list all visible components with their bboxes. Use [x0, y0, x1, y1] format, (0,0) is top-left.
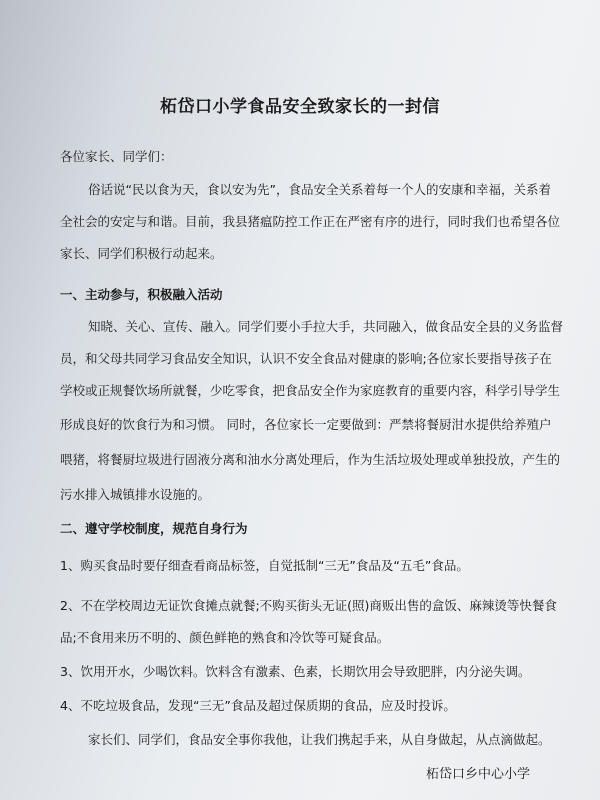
- section2-item-1: 1、购买食品时要仔细查看商品标签，自觉抵制“三无”食品及“五毛”食品。: [60, 558, 469, 573]
- section2-item-4: 4、不吃垃圾食品，发现“三无”食品及超过保质期的食品，应及时投诉。: [60, 698, 456, 713]
- section1-line: 污水排入城镇排水设施的。: [60, 487, 211, 502]
- closing-line: 家长们、同学们，食品安全事你我他，让我们携起手来，从自身做起，从点滴做起。: [88, 732, 551, 747]
- section2-heading: 二、遵守学校制度，规范自身行为: [60, 521, 248, 536]
- intro-line: 全社会的安定与和谐。目前，我县猪瘟防控工作正在严密有序的进行，同时我们也希望各位: [60, 214, 561, 229]
- salutation: 各位家长、同学们：: [60, 149, 173, 164]
- letter-title: 柘岱口小学食品安全致家长的一封信: [160, 97, 440, 117]
- signature: 柘岱口乡中心小学: [425, 767, 530, 782]
- section1-line: 知晓、关心、宣传、融入。同学们要小手拉大手，共同融入，做食品安全县的义务监督: [88, 319, 564, 334]
- section1-line: 形成良好的饮食行为和习惯。 同时，各位家长一定要做到：严禁将餐厨泔水提供给养殖户: [60, 417, 552, 432]
- section1-heading: 一、主动参与，积极融入活动: [60, 287, 223, 302]
- section2-item-3: 3、饮用开水，少喝饮料。饮料含有激素、色素，长期饮用会导致肥胖，内分泌失调。: [60, 664, 531, 679]
- intro-line: 俗话说“民以食为天，食以安为先”，食品安全关系着每一个人的安康和幸福，关系着: [88, 182, 551, 197]
- section1-line: 喂猪，将餐厨垃圾进行固液分离和油水分离处理后，作为生活垃圾处理或单独投放，产生的: [60, 452, 561, 467]
- section2-item-2-cont: 品;不食用来历不明的、颜色鲜艳的熟食和冷饮等可疑食品。: [60, 630, 390, 645]
- section1-line: 学校或正规餐饮场所就餐，少吃零食，把食品安全作为家庭教育的重要内容，科学引导学生: [60, 383, 561, 398]
- section2-item-2: 2、不在学校周边无证饮食摊点就餐;不购买街头无证(照)商贩出售的盒饭、麻辣烫等快餐食: [60, 598, 557, 613]
- intro-line: 家长、同学们积极行动起来。: [60, 246, 223, 261]
- section1-line: 员，和父母共同学习食品安全知识，认识不安全食品对健康的影响;各位家长要指导孩子在: [60, 351, 552, 366]
